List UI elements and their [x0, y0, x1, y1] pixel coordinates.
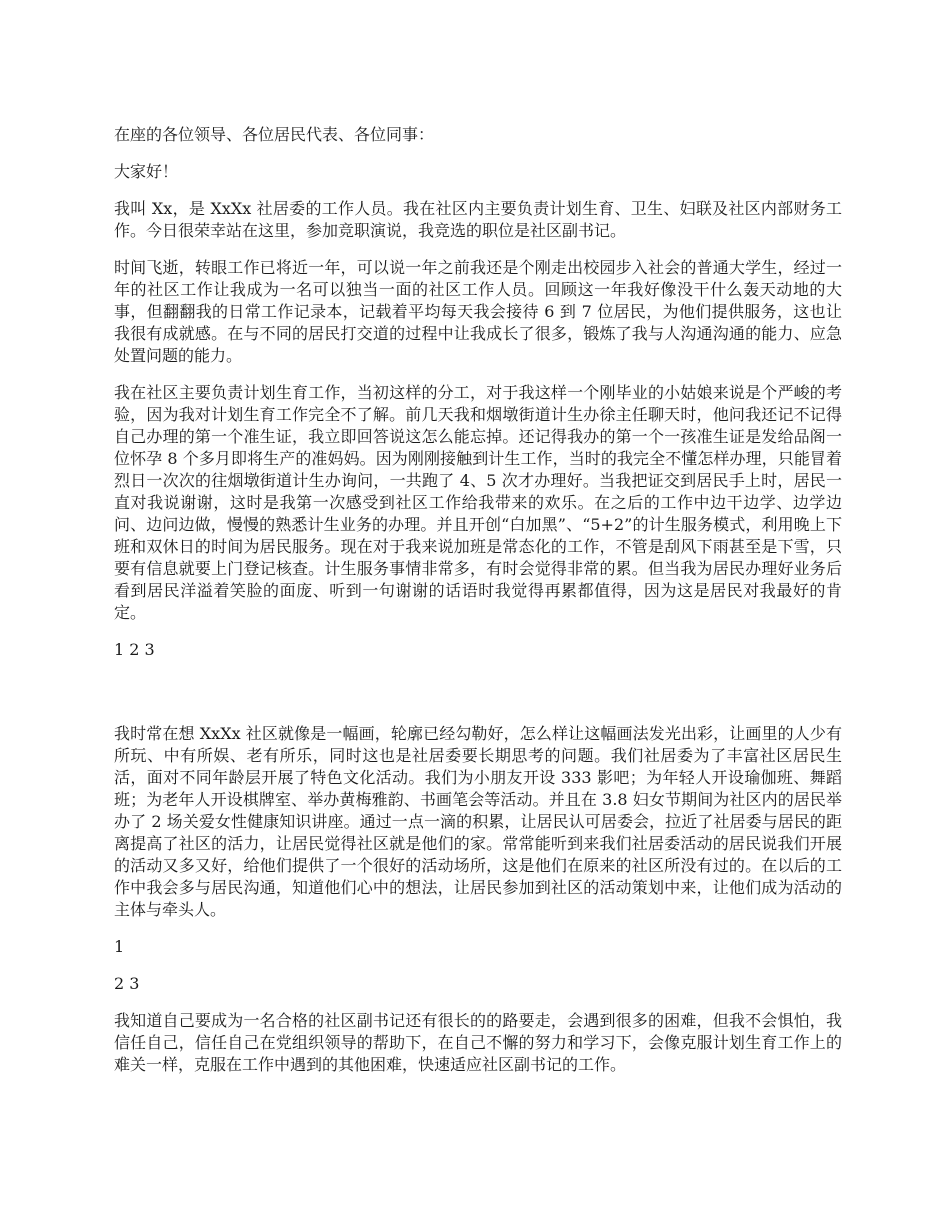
page-marker: 1 2 3: [114, 640, 155, 659]
paragraph-community-activities: 我时常在想 XxXx 社区就像是一幅画，轮廓已经勾勒好，怎么样让这幅画法发光出彩，让画里的人少有所玩、中有所娱、老有所乐，同时这也是社居委要长期思考的问题。我们社居委为了丰富社区居民生活，面对不同年龄层开展了特色文化活动。我们为小朋友开设 333 影吧；为年轻人开设瑜伽班、舞蹈班；为老年人开设棋牌室、举办黄梅雅韵、书画笔会等活动。并且在 3.8 妇女节期间为社区内的居民举办了 2 场关爱女性健康知识讲座。通过一点一滴的积累，让居民认可居委会，拉近了社居委与居民的距离提高了社区的活力，让居民觉得社区就是他们的家。常常能听到来我们社居委活动的居民说我们开展的活动又多又好，给他们提供了一个很好的活动场所，这是他们在原来的社区所没有过的。在以后的工作中我会多与居民沟通，知道他们心中的想法，让居民参加到社区的活动策划中来，让他们成为活动的主体与牵头人。: [114, 724, 842, 919]
page-marker: 1: [114, 937, 125, 956]
paragraph-year-review: 时间飞逝，转眼工作已将近一年，可以说一年之前我还是个刚走出校园步入社会的普通大学生，经过一年的社区工作让我成为一名可以独当一面的社区工作人员。回顾这一年我好像没干什么轰天动地的大事，但翻翻我的日常工作记录本，记载着平均每天我会接待 6 到 7 位居民，为他们提供服务，这也让我很有成就感。在与不同的居民打交道的过程中让我成长了很多，锻炼了我与人沟通沟通的能力、应急处置问题的能力。: [114, 258, 842, 365]
page-marker: 2 3: [114, 974, 140, 993]
document-page: [114, 124, 842, 1091]
paragraph-closing: 我知道自己要成为一名合格的社区副书记还有很长的的路要走，会遇到很多的困难，但我不会惧怕，我信任自己，信任自己在党组织领导的帮助下，在自己不懈的努力和学习下，会像克服计划生育工作上的难关一样，克服在工作中遇到的其他困难，快速适应社区副书记的工作。: [114, 1011, 842, 1074]
page-break-gap: [114, 676, 842, 723]
salutation: 在座的各位领导、各位居民代表、各位同事：: [114, 125, 435, 144]
greeting: 大家好！: [114, 162, 179, 181]
paragraph-intro: 我叫 Xx，是 XxXx 社居委的工作人员。我在社区内主要负责计划生育、卫生、妇联及社区内部财务工作。今日很荣幸站在这里，参加竞职演说，我竞选的职位是社区副书记。: [114, 199, 842, 240]
paragraph-family-planning: 我在社区主要负责计划生育工作，当初这样的分工，对于我这样一个刚毕业的小姑娘来说是个严峻的考验，因为我对计划生育工作完全不了解。前几天我和烟墩街道计生办徐主任聊天时，他问我还记不记得自己办理的第一个准生证，我立即回答说这怎么能忘掉。还记得我办的第一个一孩准生证是发给品阁一位怀孕 8 个多月即将生产的准妈妈。因为刚刚接触到计生工作，当时的我完全不懂怎样办理，只能冒着烈日一次次的往烟墩街道计生办询问，一共跑了 4、5 次才办理好。当我把证交到居民手上时，居民一直对我说谢谢，这时是我第一次感受到社区工作给我带来的欢乐。在之后的工作中边干边学、边学边问、边问边做，慢慢的熟悉计生业务的办理。并且开创“白加黑”、“5+2”的计生服务模式，利用晚上下班和双休日的时间为居民服务。现在对于我来说加班是常态化的工作，不管是刮风下雨甚至是下雪，只要有信息就要上门登记核查。计生服务事情非常多，有时会觉得非常的累。但当我为居民办理好业务后看到居民洋溢着笑脸的面庞、听到一句谢谢的话语时我觉得再累都值得，因为这是居民对我最好的肯定。: [114, 383, 842, 622]
